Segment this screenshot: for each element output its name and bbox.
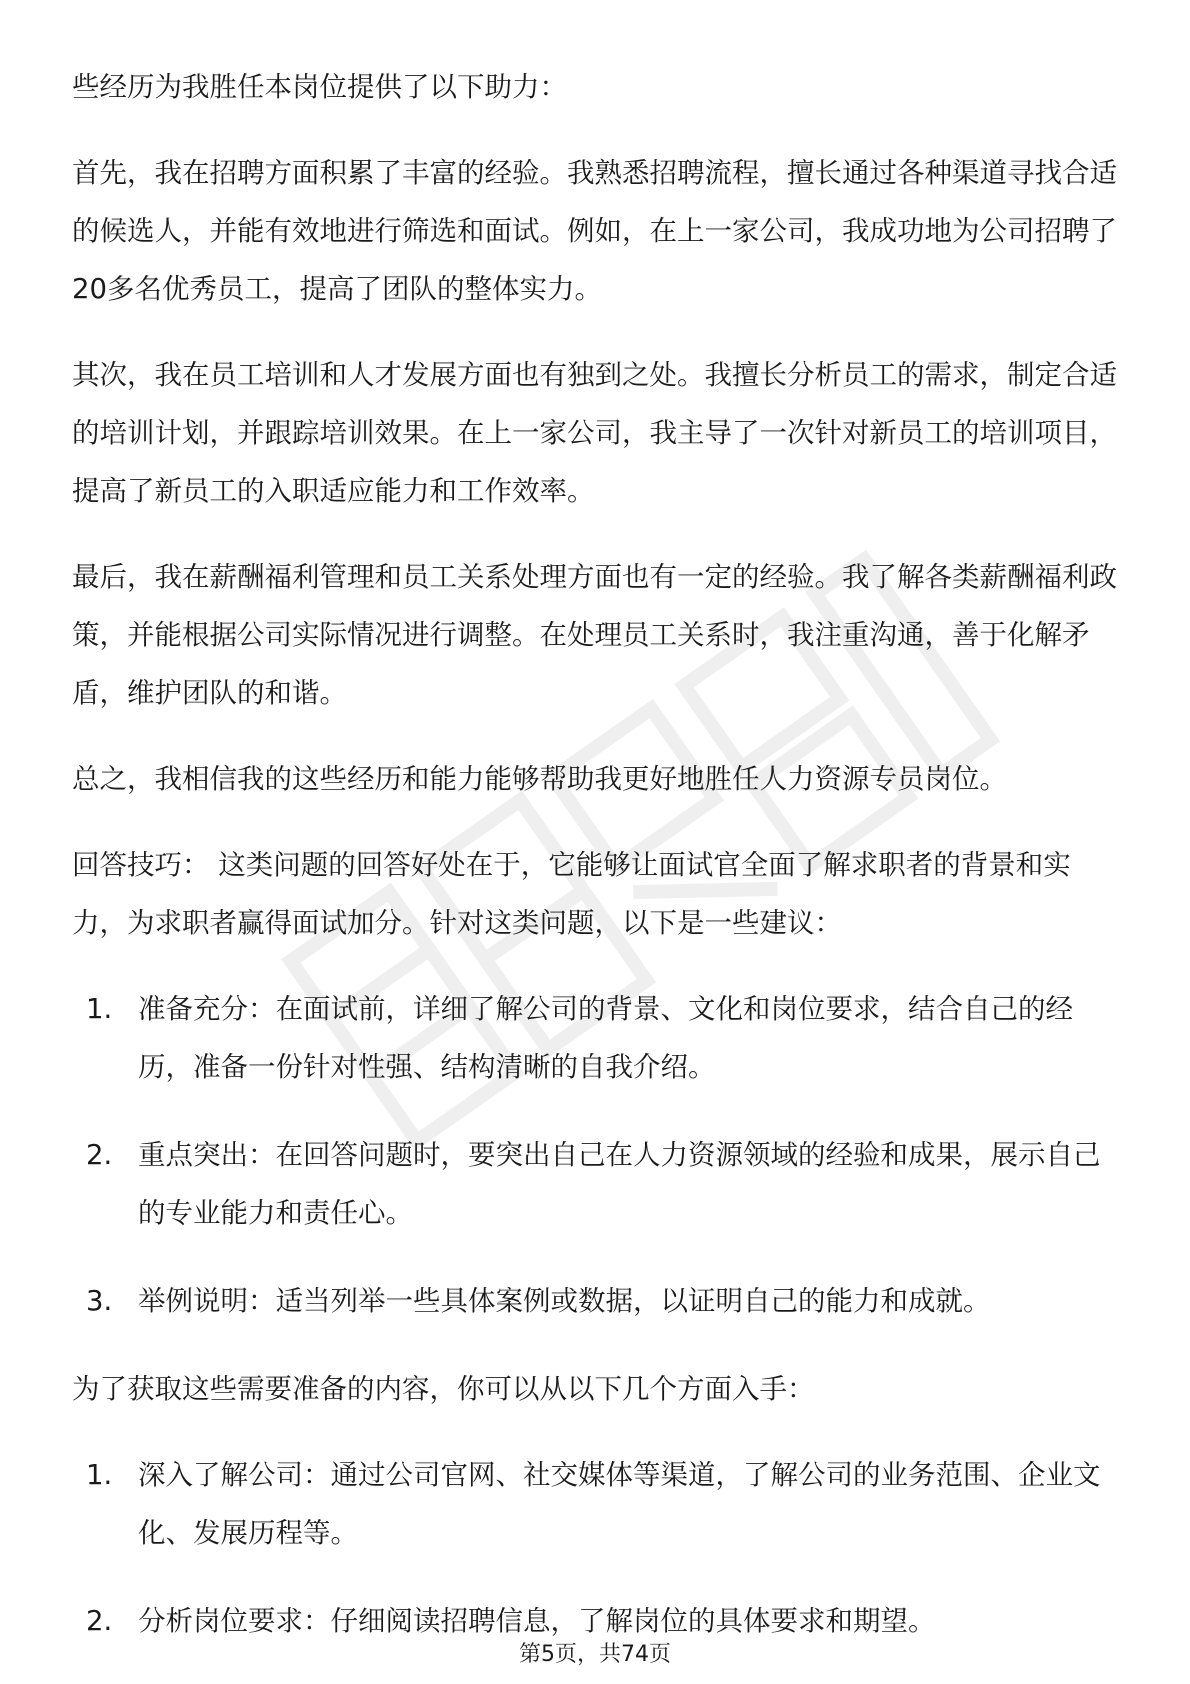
list-number: 2. — [86, 1139, 113, 1171]
paragraph-recruiting: 首先，我在招聘方面积累了丰富的经验。我熟悉招聘流程，擅长通过各种渠道寻找合适的候选人，并能有效地进行筛选和面试。例如，在上一家公司，我成功地为公司招聘了20多名优秀员工，提高了团队的整体实力。 — [72, 157, 1117, 305]
paragraph-intro: 些经历为我胜任本岗位提供了以下助力： — [72, 71, 567, 103]
list-number: 3. — [86, 1285, 113, 1317]
paragraph-summary: 总之，我相信我的这些经历和能力能够帮助我更好地胜任人力资源专员岗位。 — [72, 763, 1007, 795]
paragraph-training: 其次，我在员工培训和人才发展方面也有独到之处。我擅长分析员工的需求，制定合适的培训计划，并跟踪培训效果。在上一家公司，我主导了一次针对新员工的培训项目，提高了新员工的入职适应能力和工作效率。 — [72, 359, 1117, 507]
paragraph-prep-intro: 为了获取这些需要准备的内容，你可以从以下几个方面入手： — [72, 1373, 815, 1405]
list-number: 1. — [86, 993, 113, 1025]
list-text: 重点突出：在回答问题时，要突出自己在人力资源领域的经验和成果，展示自己的专业能力和责任心。 — [138, 1139, 1101, 1229]
list-item — [72, 1272, 1122, 1330]
list-text: 准备充分：在面试前，详细了解公司的背景、文化和岗位要求，结合自己的经历，准备一份针对性强、结构清晰的自我介绍。 — [138, 993, 1073, 1083]
list-text: 分析岗位要求：仔细阅读招聘信息，了解岗位的具体要求和期望。 — [138, 1605, 936, 1637]
tips-list — [72, 980, 1122, 1330]
list-number: 2. — [86, 1605, 113, 1637]
list-text: 举例说明：适当列举一些具体案例或数据，以证明自己的能力和成就。 — [138, 1285, 991, 1317]
paragraph-answer-tips: 回答技巧： 这类问题的回答好处在于，它能够让面试官全面了解求职者的背景和实力，为求职者赢得面试加分。针对这类问题，以下是一些建议： — [72, 849, 1071, 939]
document-body — [72, 58, 1122, 1680]
list-number: 1. — [86, 1459, 113, 1491]
paragraph-compensation: 最后，我在薪酬福利管理和员工关系处理方面也有一定的经验。我了解各类薪酬福利政策，并能根据公司实际情况进行调整。在处理员工关系时，我注重沟通，善于化解矛盾，维护团队的和谐。 — [72, 561, 1117, 709]
page-footer: 第5页，共74页 — [519, 1642, 671, 1667]
list-text: 深入了解公司：通过公司官网、社交媒体等渠道，了解公司的业务范围、企业文化、发展历程等。 — [138, 1459, 1101, 1549]
prep-list — [72, 1446, 1122, 1650]
list-item — [72, 1446, 1122, 1562]
list-item — [72, 1126, 1122, 1242]
list-item — [72, 980, 1122, 1096]
